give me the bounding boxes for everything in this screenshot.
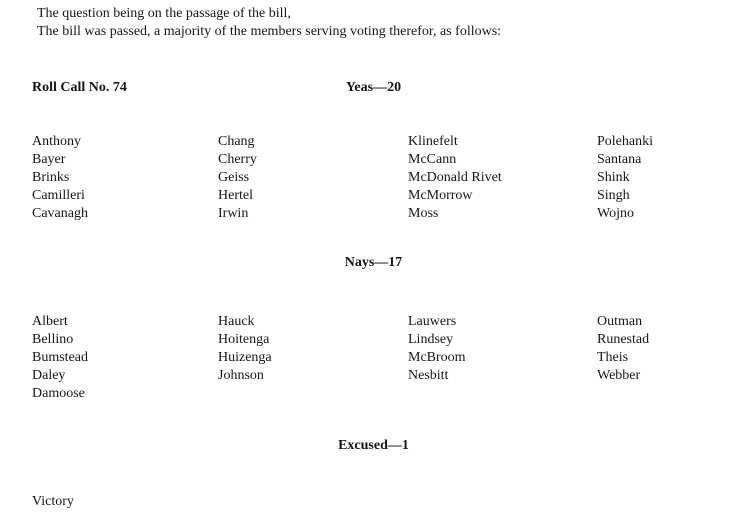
name-item: Bumstead <box>32 350 88 365</box>
name-item: Hauck <box>218 314 255 329</box>
name-column <box>597 313 747 385</box>
name-item: Wojno <box>597 206 634 221</box>
intro-line-2: The bill was passed, a majority of the members serving voting therefor, as follows: <box>37 24 502 39</box>
intro-paragraph <box>37 5 727 41</box>
name-item: Outman <box>597 314 643 329</box>
name-item: Bellino <box>32 332 74 347</box>
name-item: Santana <box>597 152 642 167</box>
name-item: Anthony <box>32 134 81 149</box>
name-item: Polehanki <box>597 134 653 149</box>
name-column <box>32 313 217 403</box>
name-item: Nesbitt <box>408 368 449 383</box>
name-item: Lauwers <box>408 314 457 329</box>
nays-heading: Nays—17 <box>344 255 403 270</box>
name-column <box>218 313 403 385</box>
name-item: Webber <box>597 368 641 383</box>
name-item: Johnson <box>218 368 264 383</box>
name-item: Victory <box>32 494 74 509</box>
name-item: Lindsey <box>408 332 454 347</box>
name-column <box>218 133 403 223</box>
yeas-heading: Yeas—20 <box>345 80 402 95</box>
name-item: Camilleri <box>32 188 85 203</box>
name-item: Chang <box>218 134 255 149</box>
name-item: Klinefelt <box>408 134 458 149</box>
name-item: Huizenga <box>218 350 272 365</box>
name-item: Hoitenga <box>218 332 270 347</box>
name-column <box>408 313 593 385</box>
name-item: Cherry <box>218 152 257 167</box>
excused-heading: Excused—1 <box>338 438 409 453</box>
name-item: Theis <box>597 350 629 365</box>
name-item: Damoose <box>32 386 85 401</box>
name-item: McCann <box>408 152 457 167</box>
name-item: Brinks <box>32 170 70 185</box>
name-column <box>32 133 217 223</box>
name-item: Hertel <box>218 188 253 203</box>
name-item: Moss <box>408 206 439 221</box>
name-item: Bayer <box>32 152 66 167</box>
name-item: Albert <box>32 314 68 329</box>
intro-line-1: The question being on the passage of the bill, <box>37 6 291 21</box>
name-item: Daley <box>32 368 66 383</box>
name-item: Runestad <box>597 332 650 347</box>
name-item: Geiss <box>218 170 250 185</box>
name-item: Irwin <box>218 206 249 221</box>
name-item: McBroom <box>408 350 466 365</box>
name-item: Singh <box>597 188 630 203</box>
name-item: McDonald Rivet <box>408 170 502 185</box>
name-item: McMorrow <box>408 188 473 203</box>
roll-call-label: Roll Call No. 74 <box>32 80 127 95</box>
name-item: Shink <box>597 170 630 185</box>
name-column <box>32 493 217 511</box>
name-column <box>408 133 593 223</box>
name-column <box>597 133 747 223</box>
name-item: Cavanagh <box>32 206 88 221</box>
